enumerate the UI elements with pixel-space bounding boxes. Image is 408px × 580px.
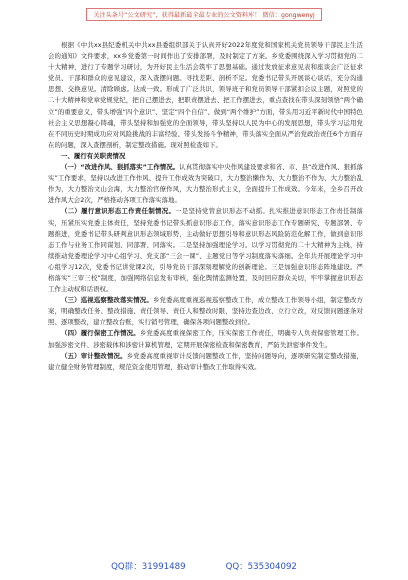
paragraph-5-lead: （五）审计整改情况。 xyxy=(61,351,127,360)
document-body xyxy=(48,40,363,373)
paragraph-1-body: 认真贯彻落实中央作风建设要求和省、市、县“改进作风、狠抓落实”工作要求，坚持以改进工作作风、提升工作成效为突破口，大力整治懒作为、大力整治不作为、大力整治乱作为，大力整治文山会海，大力整治官僚作风，大力整治形式主义，全面提升工作成效。今年来，全乡召开改进作风大会2次，严格推动各项工作落实落地。 xyxy=(48,163,363,205)
footer xyxy=(0,557,408,575)
footer-qq-group: QQ群：31991489 xyxy=(111,562,186,572)
paragraph-1-lead: （一）“改进作风、狠抓落实”工作情况。 xyxy=(61,163,180,172)
paragraph-3-body: 乡党委高度重视巡视巡察整改工作，成立整改工作领导小组，制定整改方案，明确整改任务、整改措施、责任领导、责任人和整改时限，坚持边查边改、立行立改，对反馈问题逐条对照、逐项整改，建立整改台账，实行销号管理，确保各项问题整改到位。 xyxy=(48,296,363,327)
paragraph-5 xyxy=(48,351,363,373)
paragraph-3 xyxy=(48,295,363,328)
section-title: 一、履行有关职责情况 xyxy=(61,151,126,160)
footer-qq: QQ：535304092 xyxy=(225,562,297,572)
paragraph-4-lead: （四）履行保密工作情况。 xyxy=(61,329,140,338)
paragraph-2-body: 一是坚持党管意识形态不动摇。扎实推进意识形态工作责任制落实，压紧压实党委主体责任，坚持党委书记带头抓意识形态工作，落实意识形态工作专题研究、专题部署、专题推进，党委书记带头研判意识形态领域形势，主动做好思想引导和意识形态风险防范化解工作，做到意识形态工作与业务工作同谋划、同部署、同落实。二是坚持加强理论学习。以学习贯彻党的二十大精神为主线，持续推动党委理论学习中心组学习、党支部“三会一课”、主题党日等学习制度落实落细。全年共开展理论学习中心组学习12次，党委书记讲党课2次，引导党员干部深刻理解党的创新理论。三是加强意识形态阵地建设。严格落实“三审三校”制度，加强网络信息发布审核，强化舆情监测处置，及时回应群众关切，牢牢掌握意识形态工作主动权和话语权。 xyxy=(48,207,363,294)
banner-text: 关注头条号“公文研究”，获得最新最全最专业的公文资料库！ 微信：gongwenyj xyxy=(86,8,322,21)
intro-paragraph: 根据《中共xx县纪委机关中共xx县委组织部关于认真开好2022年度党和国家机关党员领导干部民主生活会的通知》文件要求，xx乡党委第一时间作出了安排部署，及时制定了方案。乡党委围绕深入学习贯彻党的二十大精神，进行了专题学习研讨，为开好民主生活会筑牢了思想基础。通过发放征求意见表和座谈会广泛征求党员、干部和群众的意见建议，深入查摆问题。寻找差距、剖析不足。党委书记带头开展谈心谈话，充分沟通思想、交换意见。清除顾虑。达成一致。形成了广泛共识，领导班子和党员领导干部紧扣会议主题，对照党的二十大精神和党章党规党纪，把自己摆进去，把职责摆进去、把工作摆进去，重点查找在带头深刻领悟“两个确立”的重要意义，带头增强“四个意识”、坚定“四个自信”、做到“两个维护”方面，带头用习近平新时代中国特色社会主义思想凝心铸魂，带头坚持和加强党的全面领导，带头坚持以人民为中心的发展思想，带头学习运用党在不同历史时期成功应对风险挑战的丰富经验、带头发扬斗争精神，带头落实全面从严治党政治责任6个方面存在的问题，深入查摆剖析，制定整改措施。现对照检查如下。 xyxy=(48,41,363,149)
paragraph-3-lead: （三）巡视巡察整改落实情况。 xyxy=(61,296,153,305)
paragraph-2-lead: （二）履行意识形态工作责任制情况。 xyxy=(61,207,176,216)
top-banner xyxy=(0,0,408,28)
paragraph-4-body: 乡党委高度重视保密工作，压实保密工作责任，明确专人负责保密管理工作。加强涉密文件、涉密载体和涉密计算机管理，定期开展保密检查和保密教育，严防失泄密事件发生。 xyxy=(48,329,363,349)
paragraph-4 xyxy=(48,328,363,350)
paragraph-5-body: 乡党委高度重视审计反馈问题整改工作，坚持问题导向，逐项研究制定整改措施，建立健全财务管理制度，规范资金使用管理，推动审计整改工作取得实效。 xyxy=(48,351,363,371)
paragraph-2 xyxy=(48,206,363,295)
paragraph-1 xyxy=(48,162,363,206)
